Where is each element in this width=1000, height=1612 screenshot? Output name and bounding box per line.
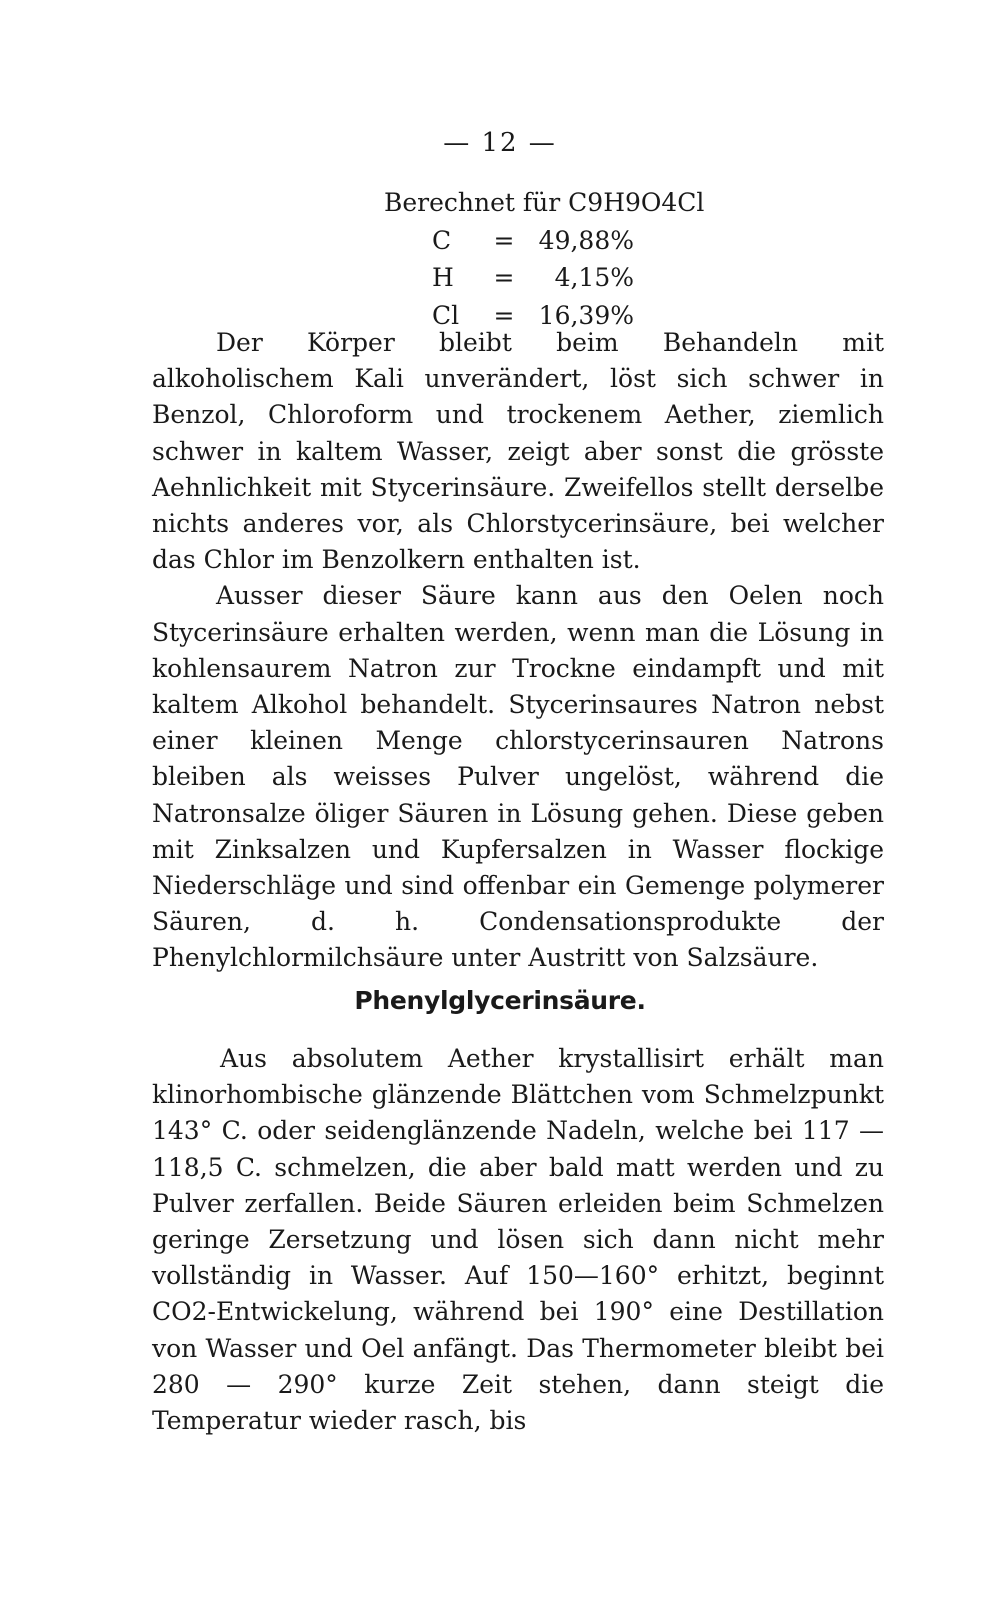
paragraph: Der Körper bleibt beim Behandeln mit alkoholischem Kali unverändert, löst sich schwer in Benzol, Chloroform und trockenem Aether, ziemlich schwer in kaltem Wasser, zeigt aber sonst die grösste Aehnlichkeit mit Stycerinsäure. Zweifellos stellt derselbe nichts anderes vor, als Chlorstycerinsäure, bei welcher das Chlor im Benzolkern enthalten ist. [152,328,884,575]
percentage-value: 16,39% [538,300,634,330]
paragraph: Ausser dieser Säure kann aus den Oelen noch Stycerinsäure erhalten werden, wenn man die Lösung in kohlensaurem Natron zur Trockne eindampft und mit kaltem Alkohol behandelt. Stycerinsaures Natron nebst einer kleinen Menge chlorstycerinsauren Natrons bleiben als weisses Pulver ungelöst, während die Natronsalze öliger Säuren in Lösung gehen. Diese geben mit Zinksalzen und Kupfersalzen in Wasser flockige Niederschläge und sind offenbar ein Gemenge polymerer Säuren, d. h. Condensationsprodukte der Phenylchlormilchsäure unter Austritt von Salzsäure. [152,581,884,973]
body-text-block [152,325,884,977]
element-symbol: Cl [432,300,460,330]
equals-sign: = [493,263,515,292]
paragraph: Aus absolutem Aether krystallisirt erhält man klinorhombische glänzende Blättchen vom Schmelzpunkt 143° C. oder seidenglänzende Nadeln, welche bei 117 — 118,5 C. schmelzen, die aber bald matt werden und zu Pulver zerfallen. Beide Säuren erleiden beim Schmelzen geringe Zersetzung und lösen sich dann nicht mehr vollständig in Wasser. Auf 150—160° erhitzt, beginnt CO2-Entwickelung, während bei 190° eine Destillation von Wasser und Oel anfängt. Das Thermometer bleibt bei 280 — 290° kurze Zeit stehen, dann steigt die Temperatur wieder rasch, bis [152,1044,884,1436]
page-number: — 12 — [443,128,557,158]
element-symbol: H [432,263,454,292]
section-body-text [152,1041,884,1439]
equals-sign: = [493,300,515,330]
calculation-row-h [384,259,704,297]
calculation-block [384,184,704,334]
section-heading: Phenylglycerinsäure. [354,986,646,1015]
percentage-value: 4,15% [554,263,634,292]
calculation-row-c [384,222,704,260]
element-symbol: C [432,225,452,255]
calculation-heading: Berechnet für C9H9O4Cl [384,188,705,217]
percentage-value: 49,88% [538,225,634,255]
equals-sign: = [493,225,515,255]
